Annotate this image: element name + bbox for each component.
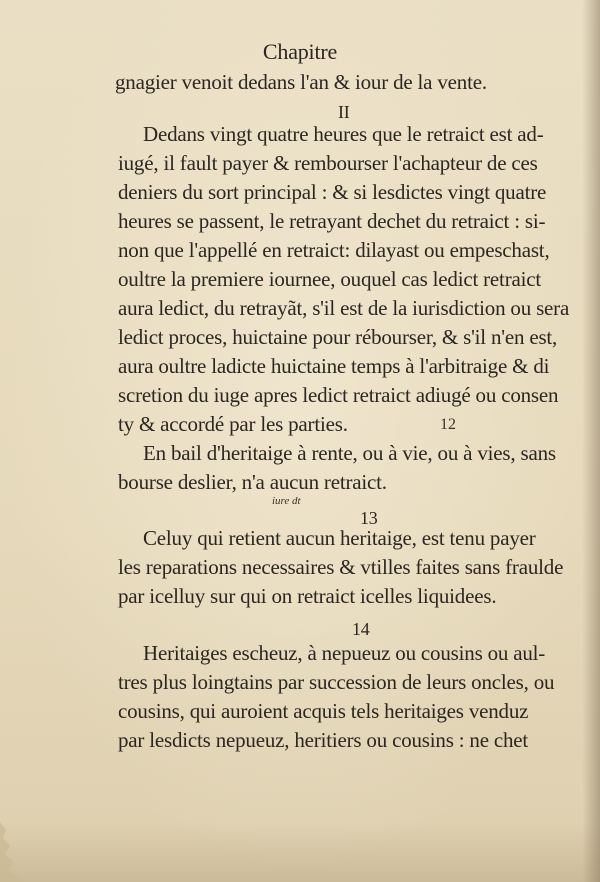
text-line: scretion du iuge apres ledict retraict adiugé ou consen (118, 383, 559, 407)
page-gutter-shadow (582, 0, 600, 882)
section-number-11: II (338, 102, 350, 122)
text-line: En bail d'heritaige à rente, ou à vie, ou à vies, sans (143, 441, 556, 465)
text-line: par lesdicts nepueuz, heritiers ou cousins : ne chet (118, 728, 529, 752)
text-line: cousins, qui auroient acquis tels heritaiges venduz (118, 699, 529, 723)
text-line: par icelluy sur qui on retraict icelles liquidees. (118, 584, 497, 608)
text-line: tres plus loingtains par succession de leurs oncles, ou (118, 670, 555, 694)
text-line: Dedans vingt quatre heures que le retraict est ad- (143, 122, 544, 146)
section-number-13: 13 (360, 508, 378, 528)
handwritten-correction: iure dt (272, 495, 301, 507)
text-line: bourse deslier, n'a aucun retraict. (118, 470, 387, 494)
text-line: les reparations necessaires & vtilles faites sans fraulde (118, 555, 564, 579)
text-line: Celuy qui retient aucun heritaige, est tenu payer (143, 526, 536, 550)
text-line: ledict proces, huictaine pour rébourser, & s'il n'en est, (118, 325, 558, 349)
section-number-14: 14 (352, 619, 370, 639)
text-line: iugé, il fault payer & rembourser l'achapteur de ces (118, 151, 538, 175)
text-line: Heritaiges escheuz, à nepueuz ou cousins ou aul- (143, 641, 546, 665)
chapter-heading: Chapitre (262, 39, 338, 64)
text-line: heures se passent, le retrayant dechet du retraict : si- (118, 209, 546, 233)
text-line: aura oultre ladicte huictaine temps à l'arbitraige & di (118, 354, 550, 378)
text-line: oultre la premiere iournee, ouquel cas ledict retraict (118, 267, 541, 291)
text-line: ty & accordé par les parties. (118, 412, 348, 436)
page-bottom-shadow (0, 822, 600, 882)
carry-over-line: gnagier venoit dedans l'an & iour de la vente. (115, 70, 487, 94)
text-line: non que l'appellé en retraict: dilayast ou empeschast, (118, 238, 550, 262)
section-number-12: 12 (440, 416, 456, 433)
text-line: deniers du sort principal : & si lesdictes vingt quatre (118, 180, 547, 204)
text-line: aura ledict, du retrayãt, s'il est de la iurisdiction ou sera (118, 296, 570, 320)
torn-corner (0, 822, 40, 882)
